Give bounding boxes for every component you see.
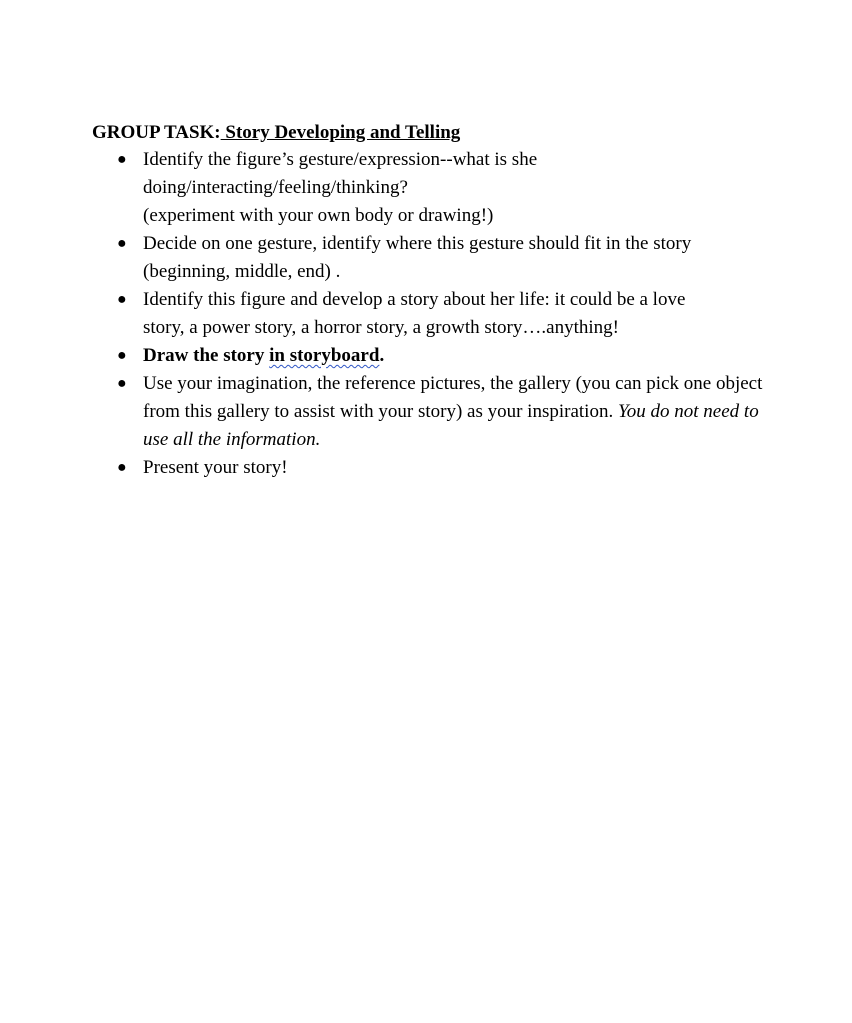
list-item xyxy=(92,230,772,286)
heading-prefix: GROUP TASK: xyxy=(92,122,221,143)
item-4-text xyxy=(143,345,384,366)
task-list xyxy=(92,146,772,482)
item-3-line-1: Identify this figure and develop a story about her life: it could be a love xyxy=(143,289,686,310)
bullet-icon: ● xyxy=(117,375,127,392)
item-1-line-1: Identify the figure’s gesture/expression--what is she xyxy=(143,149,538,170)
task-heading xyxy=(92,119,772,146)
list-item xyxy=(92,342,772,370)
item-4-after: . xyxy=(379,345,385,366)
bullet-icon: ● xyxy=(117,291,127,308)
list-item xyxy=(92,454,772,482)
item-3-line-2: story, a power story, a horror story, a growth story….anything! xyxy=(143,317,619,338)
bullet-icon: ● xyxy=(117,347,127,364)
spellcheck-flagged-text[interactable]: in storyboard xyxy=(269,345,380,366)
list-item xyxy=(92,146,772,230)
document-body xyxy=(92,119,772,482)
bullet-icon: ● xyxy=(117,151,127,168)
item-5-text: Use your imagination, the reference pictures, the gallery (you can pick one object from this gallery to assist with your story) as your inspiration. xyxy=(143,373,763,422)
item-1-line-3: (experiment with your own body or drawing!) xyxy=(143,205,494,226)
item-2-line-2: (beginning, middle, end) . xyxy=(143,261,341,282)
list-item xyxy=(92,370,772,454)
item-2-line-1: Decide on one gesture, identify where this gesture should fit in the story xyxy=(143,233,692,254)
item-5-italic-note: You do not need to use all the information. xyxy=(143,401,759,450)
item-6-text: Present your story! xyxy=(143,457,288,478)
item-1-line-2: doing/interacting/feeling/thinking? xyxy=(143,177,408,198)
item-4-before: Draw the story xyxy=(143,345,270,366)
bullet-icon: ● xyxy=(117,459,127,476)
list-item xyxy=(92,286,772,342)
bullet-icon: ● xyxy=(117,235,127,252)
heading-title: Story Developing and Telling xyxy=(220,122,461,143)
